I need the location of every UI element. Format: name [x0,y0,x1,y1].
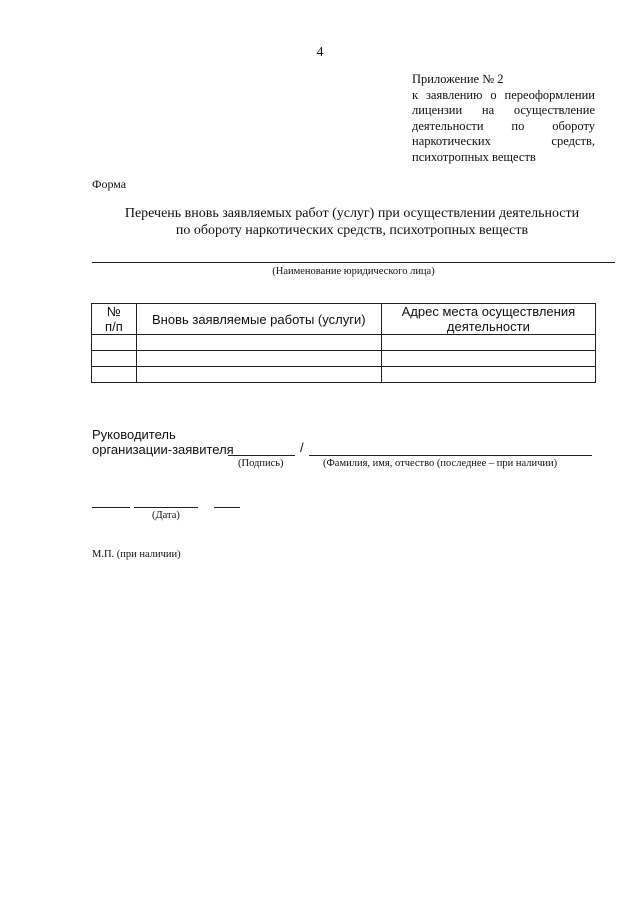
form-label: Форма [92,177,127,191]
works-table [91,303,596,383]
cell-works[interactable] [136,367,381,383]
table-row [92,367,596,383]
appendix-note [412,72,595,165]
appendix-line-6: психотропных веществ [412,149,536,164]
date-month-line[interactable] [134,507,198,508]
table-header-row [92,304,596,335]
date-day-line[interactable] [92,507,130,508]
cell-number[interactable] [92,335,137,351]
appendix-line-4: деятельности по обороту [412,118,595,133]
full-name-caption: (Фамилия, имя, отчество (последнее – при наличии) [323,458,558,469]
cell-number[interactable] [92,351,137,367]
head-label [92,427,234,457]
signature-line[interactable] [228,455,295,456]
col-number-header: № п/п [92,304,137,335]
cell-address[interactable] [381,351,595,367]
head-label-line-2: организации-заявителя [92,442,234,457]
stamp-label: М.П. (при наличии) [92,549,181,560]
table-row [92,351,596,367]
cell-number[interactable] [92,367,137,383]
organization-name-caption: (Наименование юридического лица) [272,266,435,277]
organization-name-line[interactable] [92,262,615,263]
appendix-line-2: к заявлению о переоформлении [412,87,595,102]
head-label-line-1: Руководитель [92,427,176,442]
date-year-line[interactable] [214,507,240,508]
appendix-line-3: лицензии на осуществление [412,103,595,117]
page-number: 4 [316,45,324,60]
title-line-1: Перечень вновь заявляемых работ (услуг) при осуществлении деятельности [124,206,580,221]
appendix-line-5: наркотических средств, [412,134,595,148]
full-name-line[interactable] [309,455,592,456]
title-line-2: по обороту наркотических средств, психотропных веществ [175,223,529,238]
appendix-line-1: Приложение № 2 [412,72,504,86]
document-title [92,205,612,239]
date-caption: (Дата) [152,510,180,521]
col-works-header: Вновь заявляемые работы (услуги) [136,304,381,335]
signature-caption: (Подпись) [238,458,284,469]
cell-address[interactable] [381,367,595,383]
cell-address[interactable] [381,335,595,351]
cell-works[interactable] [136,335,381,351]
slash-separator: / [300,440,304,455]
table-row [92,335,596,351]
col-address-header: Адрес места осуществления деятельности [381,304,595,335]
cell-works[interactable] [136,351,381,367]
